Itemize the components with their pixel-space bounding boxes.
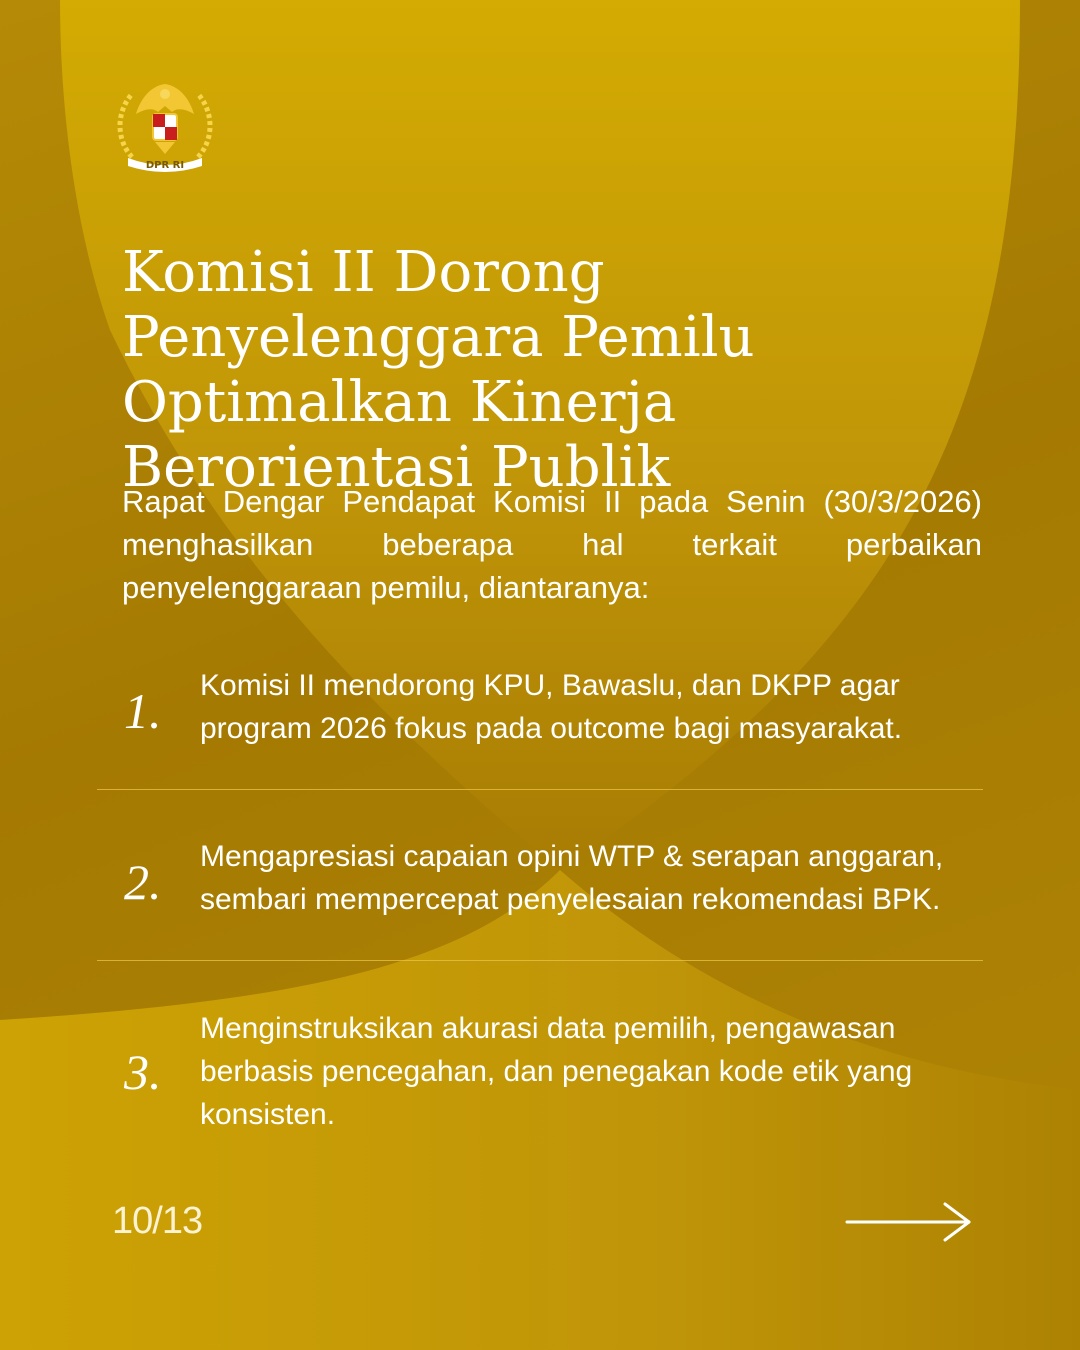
item-text: Komisi II mendorong KPU, Bawaslu, dan DKPP agar program 2026 fokus pada outcome bagi masyarakat. xyxy=(200,669,903,745)
page-title: Komisi II Dorong Penyelenggara Pemilu Optimalkan Kinerja Berorientasi Publik xyxy=(122,240,755,500)
divider xyxy=(97,960,983,961)
logo-text: DPR RI xyxy=(145,160,185,171)
item-number: 1. xyxy=(124,683,162,739)
item-number: 3. xyxy=(124,1044,162,1100)
dpr-ri-logo xyxy=(110,72,220,182)
intro-paragraph: Rapat Dengar Pendapat Komisi II pada Senin (30/3/2026) menghasilkan beberapa hal terkait perbaikan penyelenggaraan pemilu, diantaranya: xyxy=(122,484,982,605)
item-number: 2. xyxy=(124,854,162,910)
item-text: Mengapresiasi capaian opini WTP & serapan anggaran, sembari mempercepat penyelesaian rekomendasi BPK. xyxy=(200,840,944,916)
item-text: Menginstruksikan akurasi data pemilih, pengawasan berbasis pencegahan, dan penegakan kode etik yang konsisten. xyxy=(200,1012,913,1131)
page-counter: 10/13 xyxy=(112,1200,203,1242)
divider xyxy=(97,789,983,790)
arrow-right-icon[interactable] xyxy=(845,1200,977,1244)
garuda-emblem-icon xyxy=(120,84,210,172)
